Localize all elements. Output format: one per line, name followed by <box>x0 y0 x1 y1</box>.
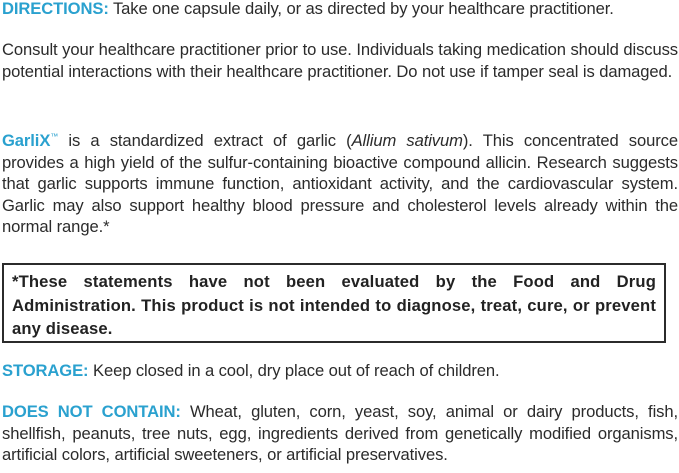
directions-text: Take one capsule daily, or as directed by your healthcare practitioner. <box>108 0 614 18</box>
consult-paragraph <box>2 39 678 82</box>
directions-paragraph <box>2 0 678 20</box>
description-paragraph <box>2 126 678 238</box>
trademark-symbol: ™ <box>50 132 59 141</box>
fda-disclaimer-text: *These statements have not been evaluated by the Food and Drug Administration. This product is not intended to diagnose, treat, cure, or prevent any disease. <box>12 272 656 338</box>
directions-label: DIRECTIONS: <box>2 0 109 18</box>
storage-text: Keep closed in a cool, dry place out of reach of children. <box>88 361 500 380</box>
storage-label: STORAGE: <box>2 361 89 380</box>
does-not-contain-label: DOES NOT CONTAIN: <box>2 402 181 421</box>
latin-name: Allium sativum <box>351 131 463 150</box>
storage-paragraph <box>2 360 678 382</box>
description-text-part-1: is a standardized extract of garlic ( <box>58 131 352 150</box>
description-text-part-2: ). This concentrated source provides a high yield of the sulfur-containing bioactive compound allicin. Research suggests that garlic supports immune function, antioxidant activity, and the cardiovascular system. Garlic may also support healthy blood pressure and cholesterol levels already within the normal range.* <box>2 131 679 236</box>
fda-disclaimer-box <box>2 263 666 343</box>
brand-name: GarliX™ <box>2 131 59 150</box>
consult-text: Consult your healthcare practitioner prior to use. Individuals taking medication should discuss potential interactions with their healthcare practitioner. Do not use if tamper seal is damaged. <box>2 40 678 81</box>
does-not-contain-text: Wheat, gluten, corn, yeast, soy, animal or dairy products, fish, shellfish, peanuts, tree nuts, egg, ingredients derived from genetically modified organisms, artificial colors, artificial sweeteners, or artificial preservatives. <box>2 402 678 464</box>
does-not-contain-paragraph <box>2 401 678 466</box>
